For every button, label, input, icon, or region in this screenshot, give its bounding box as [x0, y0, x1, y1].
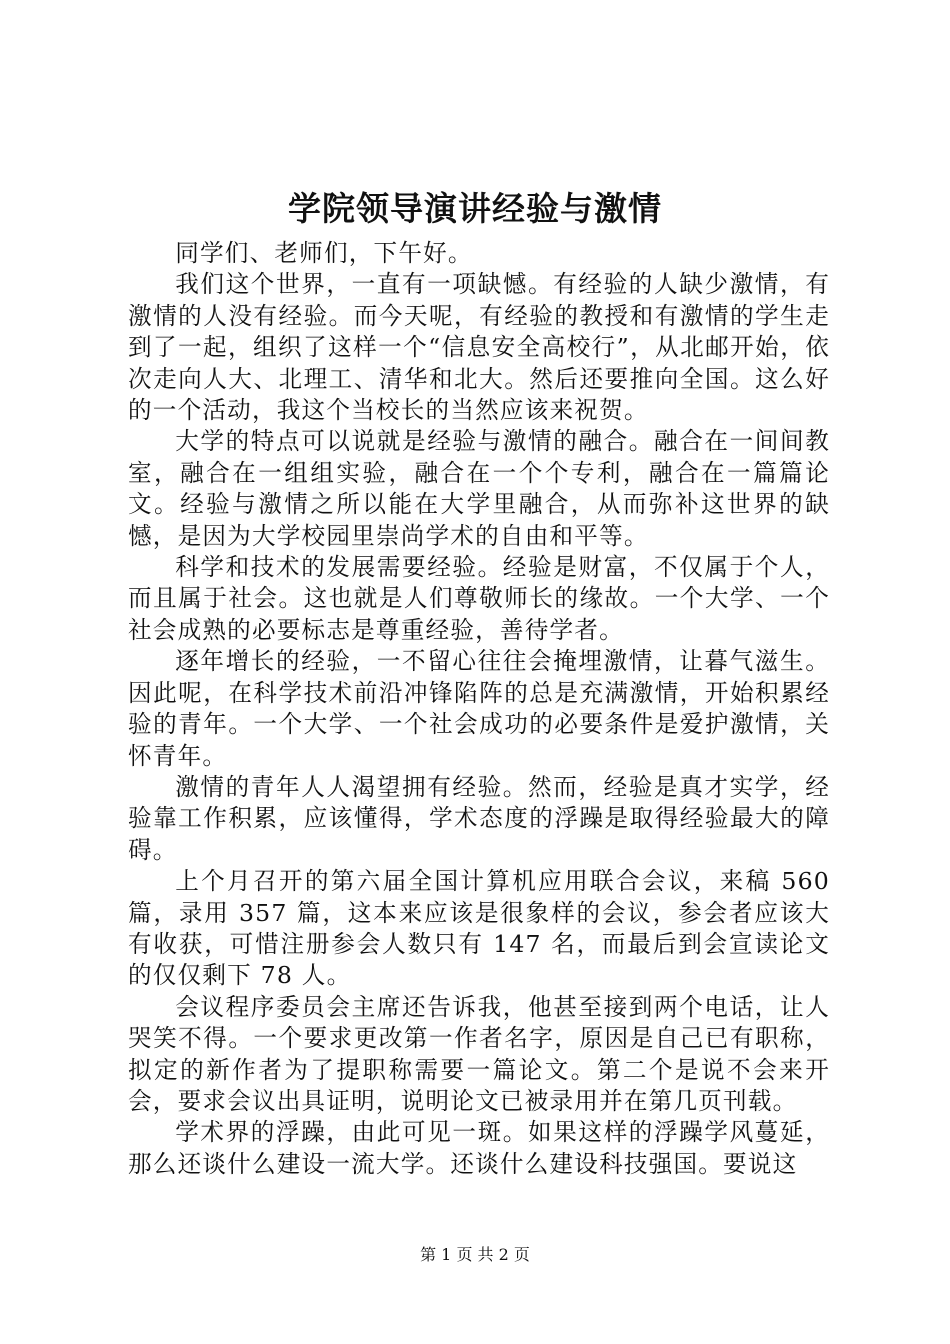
paragraph-world-regret: 我们这个世界，一直有一项缺憾。有经验的人缺少激情，有激情的人没有经验。而今天呢，有经验的教授和有激情的学生走到了一起，组织了这样一个“信息安全高校行”，从北邮开始，依次走向人大、北理工、清华和北大。然后还要推向全国。这么好的一个活动，我这个当校长的当然应该来祝贺。: [128, 270, 830, 425]
paragraph-experience-needed: 科学和技术的发展需要经验。经验是财富，不仅属于个人，而且属于社会。这也就是人们尊敬师长的缘故。一个大学、一个社会成熟的必要标志是尊重经验，善待学者。: [128, 553, 830, 644]
paragraph-passion-youth: 逐年增长的经验，一不留心往往会掩埋激情，让暮气滋生。因此呢，在科学技术前沿冲锋陷阵的总是充满激情，开始积累经验的青年。一个大学、一个社会成功的必要条件是爱护激情，关怀青年。: [128, 647, 830, 770]
paragraph-youth-desire: 激情的青年人人渴望拥有经验。然而，经验是真才实学，经验靠工作积累，应该懂得，学术态度的浮躁是取得经验最大的障碍。: [128, 772, 830, 864]
paragraph-greeting: 同学们、老师们，下午好。: [175, 239, 473, 267]
document-title: 学院领导演讲经验与激情: [288, 189, 662, 228]
page-footer: 第 1 页 共 2 页: [420, 1245, 530, 1264]
document-body: [128, 238, 830, 1180]
paragraph-committee-chair: 会议程序委员会主席还告诉我，他甚至接到两个电话，让人哭笑不得。一个要求更改第一作者名字，原因是自己已有职称，拟定的新作者为了提职称需要一篇论文。第二个是说不会来开会，要求会议出具证明，说明论文已被录用并在第几页刊载。: [128, 992, 830, 1115]
paragraph-conference-stats: 上个月召开的第六届全国计算机应用联合会议，来稿 560 篇，录用 357 篇，这本来应该是很象样的会议，参会者应该大有收获，可惜注册参会人数只有 147 名，而最后到会宣读论文的仅仅剩下 78 人。: [128, 867, 830, 990]
paragraph-academic-impetuosity: 学术界的浮躁，由此可见一斑。如果这样的浮躁学风蔓延，那么还谈什么建设一流大学。还谈什么建设科技强国。要说这: [128, 1118, 830, 1178]
paragraph-university-fusion: 大学的特点可以说就是经验与激情的融合。融合在一间间教室，融合在一组组实验，融合在一个个专利，融合在一篇篇论文。经验与激情之所以能在大学里融合，从而弥补这世界的缺憾，是因为大学校园里崇尚学术的自由和平等。: [128, 427, 830, 550]
